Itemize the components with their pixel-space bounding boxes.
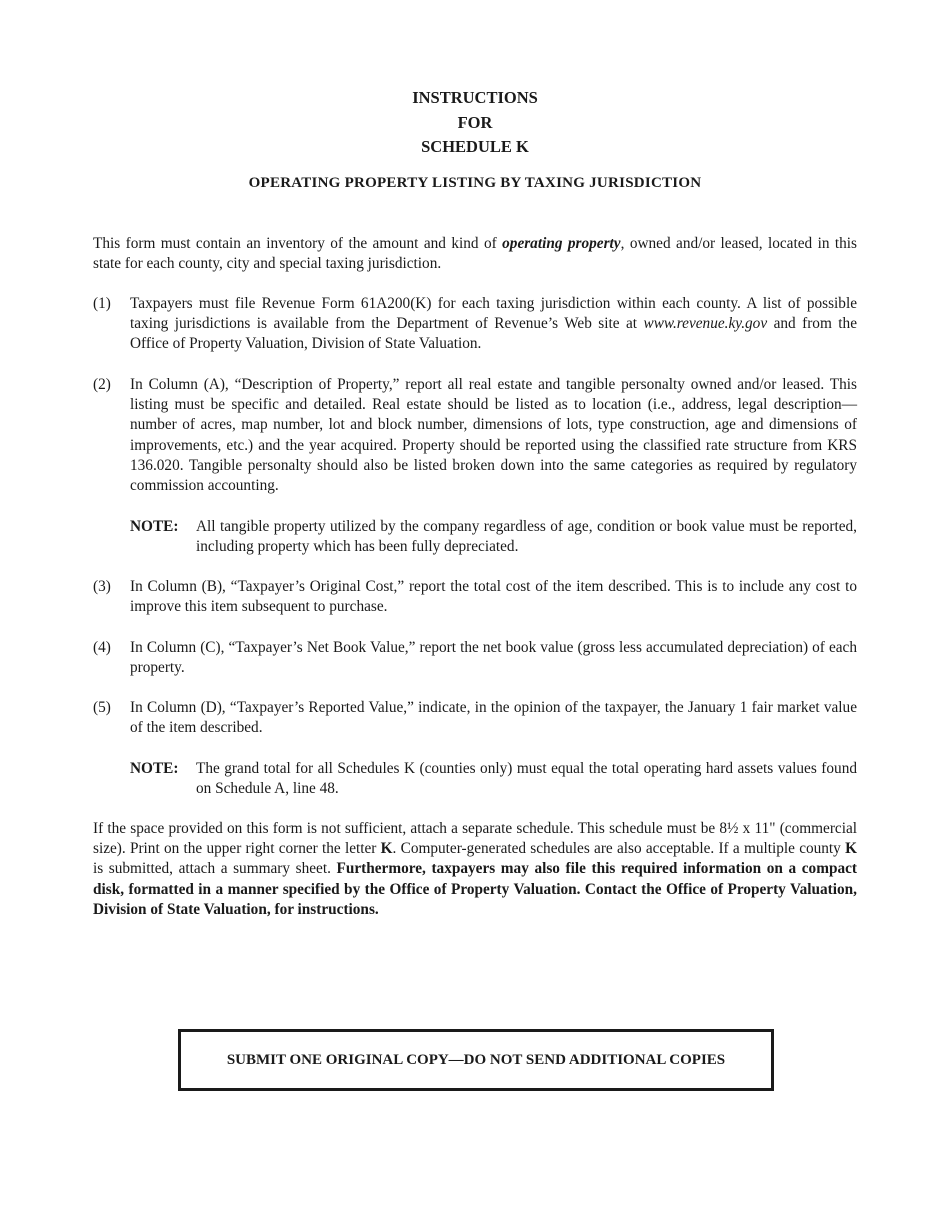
submit-notice-box: [178, 1029, 774, 1091]
page-subtitle: OPERATING PROPERTY LISTING BY TAXING JURISDICTION: [248, 175, 702, 191]
note-text: All tangible property utilized by the company regardless of age, condition or book value must be reported, including property which has been fully depreciated.: [196, 518, 857, 556]
closing-text-part: is submitted, attach a summary sheet.: [93, 860, 337, 878]
note-label: NOTE:: [130, 518, 179, 535]
note-text: The grand total for all Schedules K (counties only) must equal the total operating hard assets values found on Schedule A, line 48.: [196, 760, 857, 798]
list-item: [93, 698, 857, 738]
intro-text-2: , owned and/or leased, located in this state for each county, city and special taxing jurisdiction.: [93, 235, 858, 273]
item-number: (4): [93, 639, 111, 656]
item-text: In Column (A), “Description of Property,” report all real estate and tangible personalty owned and/or leased. This listing must be specific and detailed. Real estate should be listed as to location (i.e., address, legal description—number of acres, map number, lot and block number, dimensions of lots, type construction, age and dimensions of improvements, etc.) and the year acquired. Property should be reported using the classified rate structure from KRS 136.020. Tangible personalty should also be listed broken down into the same categories as required by regulatory commission accounting.: [130, 376, 857, 495]
title-line-3: SCHEDULE K: [421, 137, 529, 156]
item-text: In Column (D), “Taxpayer’s Reported Value,” indicate, in the opinion of the taxpayer, the January 1 fair market value of the item described.: [130, 699, 857, 737]
letter-k: K: [845, 840, 857, 858]
item-number: (2): [93, 376, 111, 393]
closing-bold-text: Furthermore, taxpayers may also file this required information on a compact disk, formatted in a manner specified by the Office of Property Valuation. Contact the Office of Property Valuation, Division of State Valuation, for instructions.: [93, 860, 857, 918]
item-number: (3): [93, 578, 111, 595]
note-label: NOTE:: [130, 760, 179, 777]
list-item: [93, 577, 857, 617]
website-link[interactable]: www.revenue.ky.gov: [643, 315, 768, 333]
list-item: [93, 638, 857, 678]
closing-text-part: If the space provided on this form is not sufficient, attach a separate schedule. This schedule must be 8½ x 11" (commercial size). Print on the upper right corner the letter: [93, 820, 857, 858]
submit-notice-text: SUBMIT ONE ORIGINAL COPY—DO NOT SEND ADDITIONAL COPIES: [226, 1051, 726, 1068]
note: [130, 759, 857, 799]
item-number: (1): [93, 295, 111, 312]
list-item: [93, 294, 857, 355]
closing-text-part: . Computer-generated schedules are also acceptable. If a multiple county: [392, 840, 846, 858]
title-line-1: INSTRUCTIONS: [412, 88, 538, 107]
item-text-part: and from the Office of Property Valuation, Division of State Valuation.: [130, 315, 857, 353]
letter-k: K: [380, 840, 393, 858]
item-number: (5): [93, 699, 111, 716]
list-item: [93, 375, 857, 496]
intro-paragraph: [93, 234, 857, 274]
closing-paragraph: [93, 819, 857, 920]
title-line-2: FOR: [457, 112, 493, 132]
item-text: In Column (B), “Taxpayer’s Original Cost,” report the total cost of the item described. This is to include any cost to improve this item subsequent to purchase.: [130, 578, 857, 616]
intro-text-1: This form must contain an inventory of the amount and kind of: [93, 235, 503, 252]
page-title: [93, 86, 857, 160]
item-text: [130, 294, 857, 355]
intro-emphasis: operating property: [502, 235, 621, 252]
item-text-part: Taxpayers must file Revenue Form 61A200(K) for each taxing jurisdiction within each county. A list of possible taxing jurisdictions is available from the Department of Revenue’s Web site at: [130, 295, 857, 333]
item-text: In Column (C), “Taxpayer’s Net Book Value,” report the net book value (gross less accumulated depreciation) of each property.: [130, 639, 857, 677]
note: [130, 517, 857, 557]
